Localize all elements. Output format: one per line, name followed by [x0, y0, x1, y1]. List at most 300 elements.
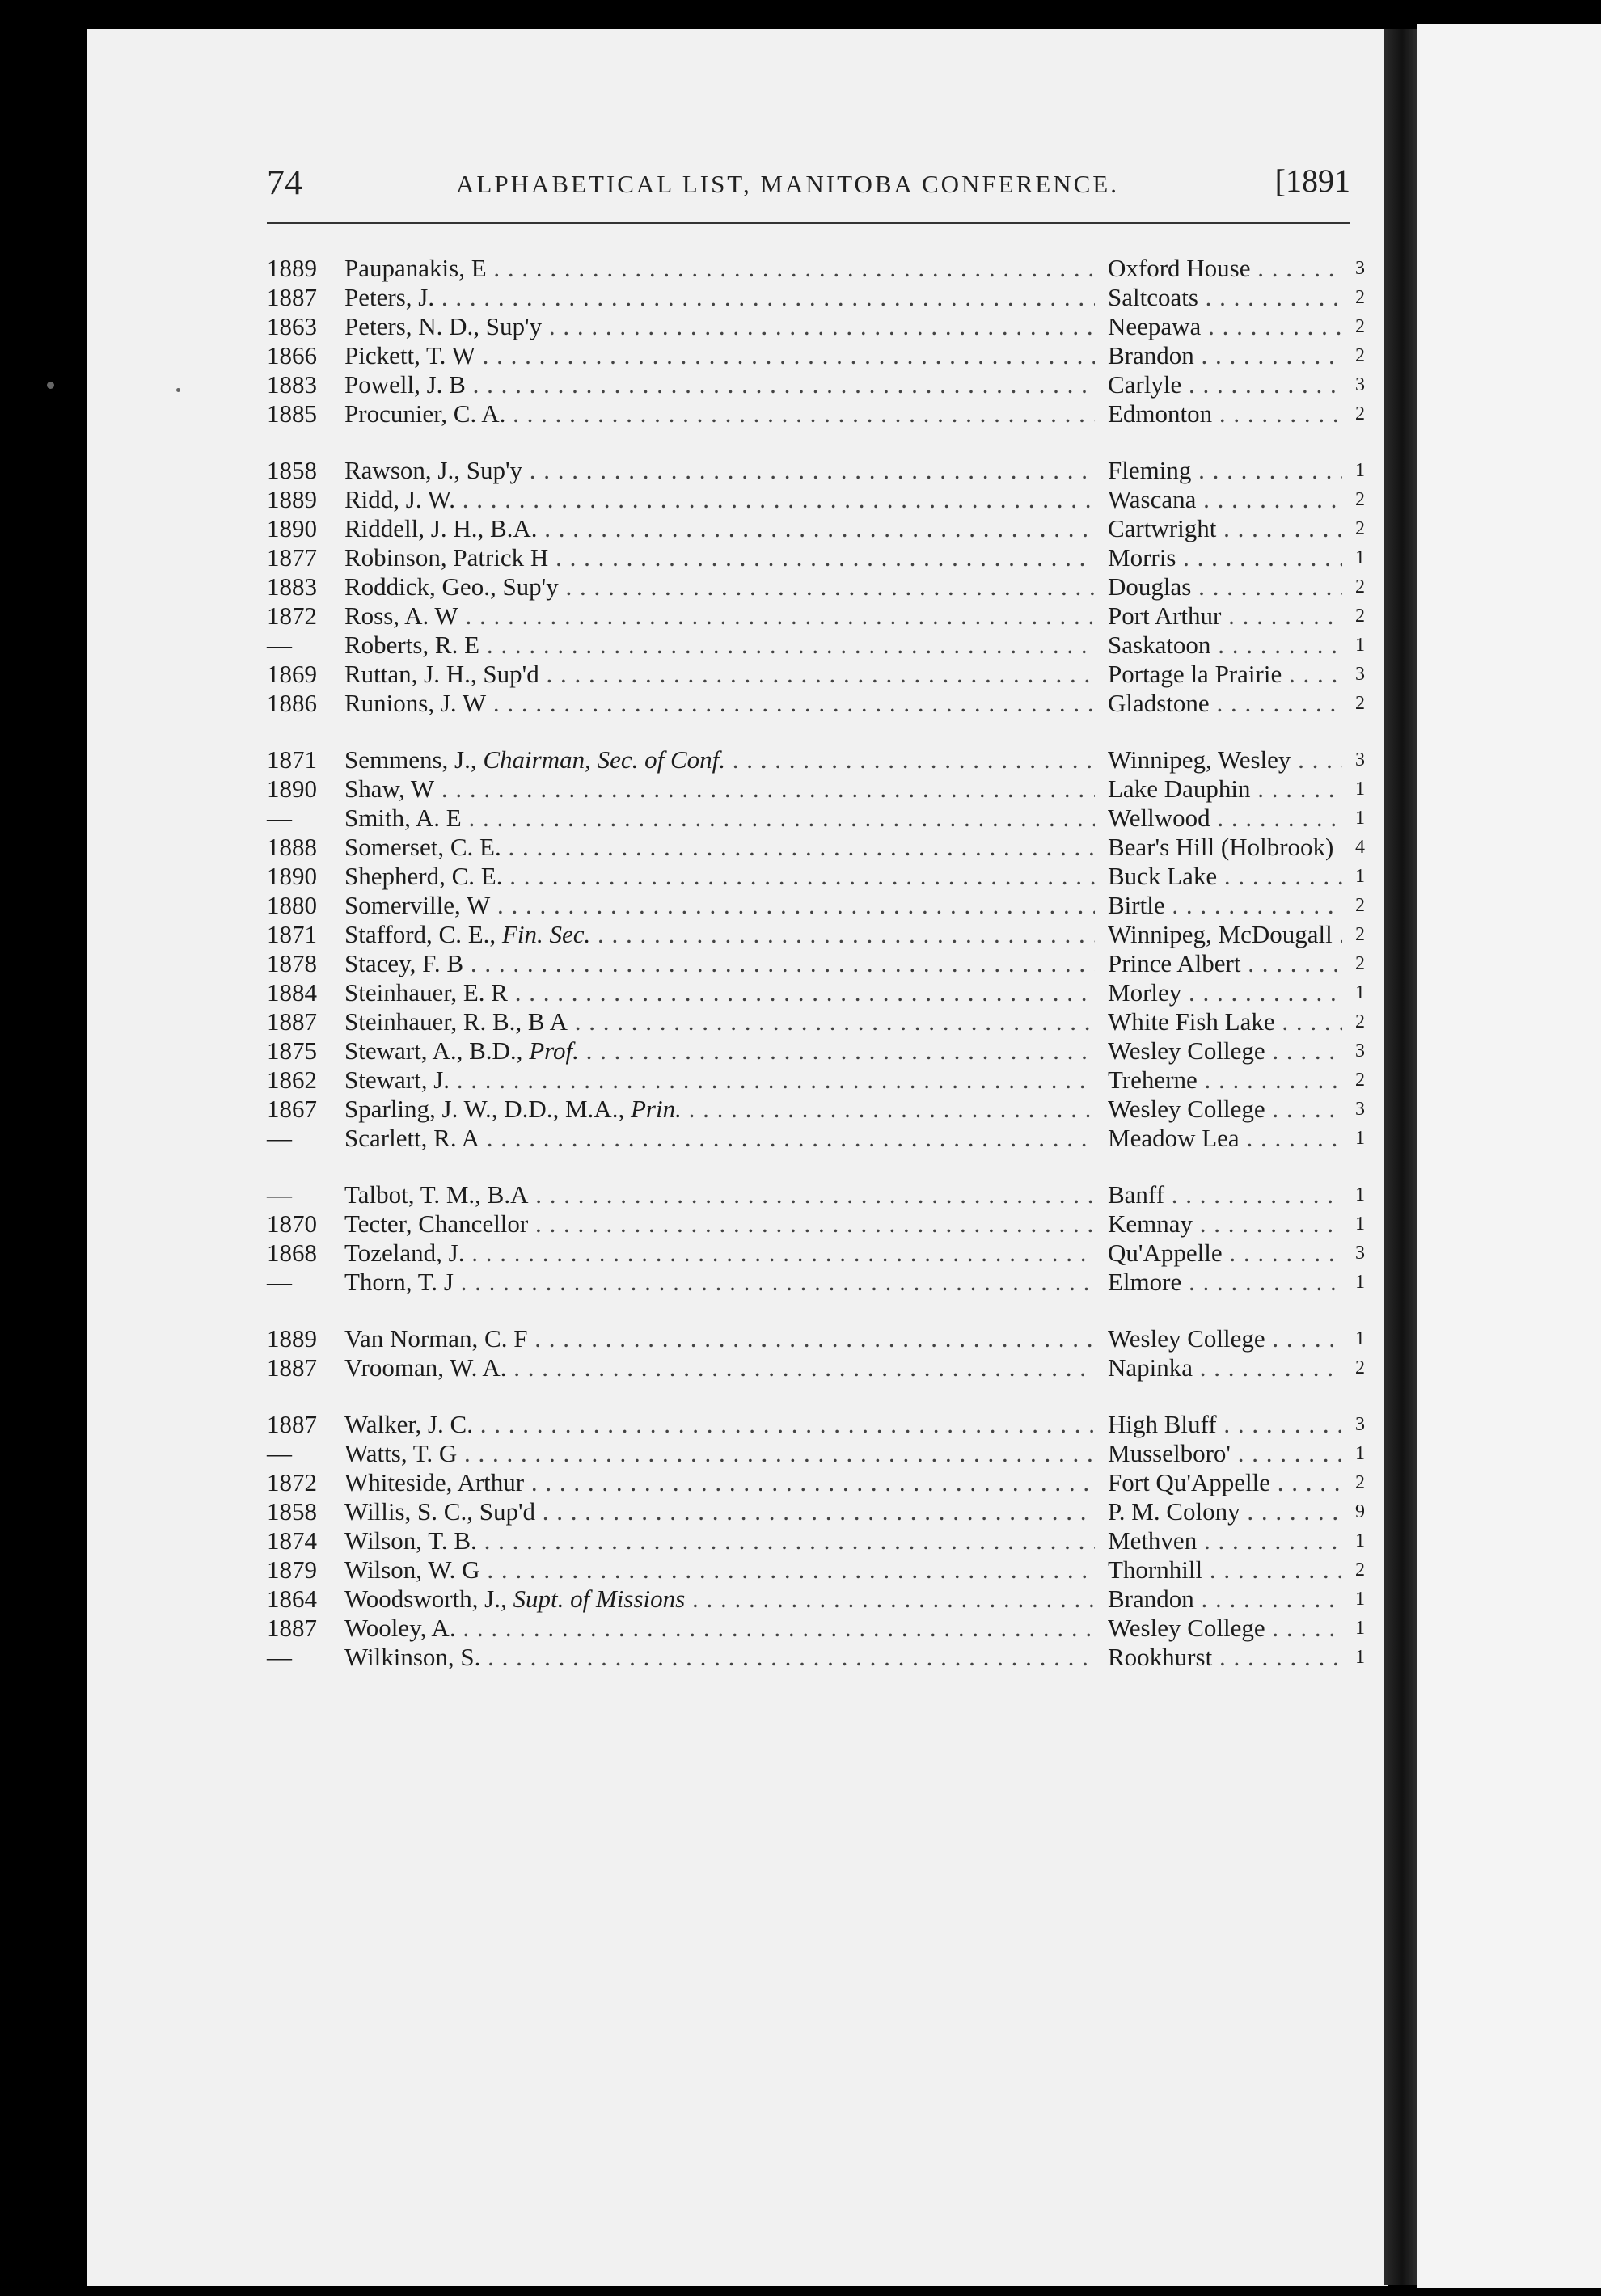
entry-year: 1870 [267, 1209, 317, 1238]
station-name [1108, 689, 1342, 718]
minister-office: Prof. [529, 1036, 579, 1065]
entry-year: 1890 [267, 514, 317, 542]
entry-year: 1866 [267, 341, 317, 369]
minister-name-text: Peters, J. [344, 283, 435, 311]
station-name [1108, 1643, 1342, 1672]
station-name [1108, 745, 1342, 774]
years-on-station: 1 [1355, 1184, 1365, 1205]
book-spine [1384, 29, 1420, 2285]
station-name [1108, 1124, 1342, 1153]
entry-year: 1889 [267, 485, 317, 513]
minister-name-text: Wilson, W. G [344, 1555, 480, 1584]
station-name [1108, 1555, 1342, 1585]
station-name [1108, 601, 1342, 631]
station-name [1108, 949, 1342, 978]
years-on-station: 4 [1355, 837, 1365, 858]
list-row [267, 1555, 1367, 1585]
station-name-text: Fleming [1108, 456, 1192, 484]
years-on-station: 2 [1355, 1357, 1365, 1378]
entry-year: 1878 [267, 949, 317, 977]
station-name-text: Saltcoats [1108, 283, 1198, 311]
entry-year: 1890 [267, 774, 317, 803]
entry-year: 1871 [267, 745, 317, 774]
list-row [267, 1095, 1367, 1124]
station-name-text: Prince Albert [1108, 949, 1241, 977]
minister-name [344, 804, 1095, 833]
entry-year: — [267, 1124, 292, 1152]
minister-name [344, 1239, 1095, 1268]
entry-year: 1872 [267, 1468, 317, 1496]
entry-year: 1871 [267, 920, 317, 948]
station-name-text: Lake Dauphin [1108, 774, 1251, 803]
minister-name [344, 1180, 1095, 1209]
scan-speck [47, 382, 54, 389]
years-on-station: 1 [1355, 1589, 1365, 1610]
minister-name [344, 862, 1095, 891]
minister-name-text: Somerset, C. E. [344, 833, 501, 861]
list-row [267, 399, 1367, 428]
minister-name-text: Stewart, J. [344, 1066, 450, 1094]
minister-name [344, 1497, 1095, 1526]
entry-year: 1883 [267, 572, 317, 601]
station-name-text: Morris [1108, 543, 1176, 572]
entry-year: 1887 [267, 1410, 317, 1438]
years-on-station: 1 [1355, 1530, 1365, 1551]
entry-year: 1867 [267, 1095, 317, 1123]
entry-year: 1884 [267, 978, 317, 1007]
minister-name [344, 1268, 1095, 1297]
minister-name-text: Pickett, T. W [344, 341, 475, 369]
list-row [267, 920, 1367, 949]
station-name [1108, 1007, 1342, 1036]
entry-year: 1887 [267, 1614, 317, 1642]
minister-name [344, 1468, 1095, 1497]
station-name [1108, 1066, 1342, 1095]
list-row [267, 1324, 1367, 1353]
entry-year: — [267, 1268, 292, 1296]
minister-name [344, 1353, 1095, 1382]
list-row [267, 601, 1367, 631]
station-name-text: Edmonton [1108, 399, 1213, 428]
minister-name-text: Whiteside, Arthur [344, 1468, 525, 1496]
list-row [267, 514, 1367, 543]
entry-year: 1877 [267, 543, 317, 572]
minister-name [344, 689, 1095, 718]
station-name-text: Thornhill [1108, 1555, 1203, 1584]
list-row [267, 978, 1367, 1007]
years-on-station: 2 [1355, 345, 1365, 366]
years-on-station: 3 [1355, 1099, 1365, 1120]
list-row [267, 1268, 1367, 1297]
station-name [1108, 1239, 1342, 1268]
station-name [1108, 312, 1342, 341]
minister-name-text: Powell, J. B [344, 370, 466, 399]
list-row [267, 1526, 1367, 1555]
group-spacer [267, 1382, 1367, 1410]
list-row [267, 1036, 1367, 1066]
station-name-text: Buck Lake [1108, 862, 1218, 890]
list-row [267, 1239, 1367, 1268]
list-row [267, 1643, 1367, 1672]
minister-name [344, 1585, 1095, 1614]
station-name-text: Elmore [1108, 1268, 1182, 1296]
list-row [267, 1410, 1367, 1439]
years-on-station: 3 [1355, 374, 1365, 395]
station-name-text: P. M. Colony [1108, 1497, 1240, 1526]
minister-name [344, 1614, 1095, 1643]
station-name-text: Qu'Appelle [1108, 1239, 1223, 1267]
station-name [1108, 514, 1342, 543]
group-spacer [267, 428, 1367, 456]
list-row [267, 370, 1367, 399]
list-row [267, 949, 1367, 978]
minister-name-text: Semmens, J., [344, 745, 484, 774]
station-name [1108, 774, 1342, 804]
station-name [1108, 283, 1342, 312]
list-row [267, 1353, 1367, 1382]
list-row [267, 745, 1367, 774]
page-number: 74 [267, 162, 302, 202]
minister-name-text: Somerville, W [344, 891, 491, 919]
years-on-station: 3 [1355, 664, 1365, 685]
list-row [267, 1497, 1367, 1526]
list-row [267, 1180, 1367, 1209]
minister-name-text: Ross, A. W [344, 601, 458, 630]
station-name-text: Morley [1108, 978, 1182, 1007]
list-row [267, 774, 1367, 804]
list-row [267, 1468, 1367, 1497]
minister-name [344, 370, 1095, 399]
years-on-station: 1 [1355, 1618, 1365, 1639]
minister-office: Fin. Sec. [501, 920, 591, 948]
page-header [267, 162, 1350, 210]
station-name-text: Brandon [1108, 341, 1194, 369]
minister-name-text: Wilson, T. B. [344, 1526, 477, 1555]
station-name [1108, 1614, 1342, 1643]
years-on-station: 3 [1355, 1040, 1365, 1061]
station-name [1108, 485, 1342, 514]
list-row [267, 312, 1367, 341]
entry-year: 1889 [267, 254, 317, 282]
minister-name-text: Robinson, Patrick H [344, 543, 549, 572]
station-name [1108, 1353, 1342, 1382]
station-name-text: Wascana [1108, 485, 1197, 513]
years-on-station: 3 [1355, 749, 1365, 770]
station-name [1108, 631, 1342, 660]
list-row [267, 833, 1367, 862]
station-name [1108, 978, 1342, 1007]
minister-name [344, 1324, 1095, 1353]
minister-name-text: Rawson, J., Sup'y [344, 456, 523, 484]
station-name [1108, 862, 1342, 891]
minister-name [344, 1526, 1095, 1555]
minister-name [344, 1007, 1095, 1036]
station-name-text: Wesley College [1108, 1095, 1265, 1123]
years-on-station: 2 [1355, 403, 1365, 424]
station-name-text: Rookhurst [1108, 1643, 1213, 1671]
years-on-station: 1 [1355, 779, 1365, 800]
minister-name [344, 1066, 1095, 1095]
minister-name [344, 312, 1095, 341]
station-name-text: Napinka [1108, 1353, 1193, 1382]
group-spacer [267, 1297, 1367, 1324]
entry-year: 1875 [267, 1036, 317, 1065]
station-name-text: Port Arthur [1108, 601, 1222, 630]
years-on-station: 9 [1355, 1501, 1365, 1522]
station-name-text: Kemnay [1108, 1209, 1193, 1238]
minister-name [344, 601, 1095, 631]
entry-year: 1858 [267, 1497, 317, 1526]
header-rule [267, 222, 1350, 224]
years-on-station: 2 [1355, 518, 1365, 539]
list-row [267, 1614, 1367, 1643]
years-on-station: 2 [1355, 287, 1365, 308]
minister-name [344, 485, 1095, 514]
minister-name [344, 456, 1095, 485]
minister-name [344, 833, 1095, 862]
years-on-station: 2 [1355, 693, 1365, 714]
years-on-station: 1 [1355, 1443, 1365, 1464]
running-title: ALPHABETICAL LIST, MANITOBA CONFERENCE. [456, 170, 1119, 198]
minister-name-text: Stewart, A., B.D., [344, 1036, 530, 1065]
station-name-text: Douglas [1108, 572, 1192, 601]
entry-year: — [267, 1643, 292, 1671]
station-name-text: Treherne [1108, 1066, 1198, 1094]
list-row [267, 1585, 1367, 1614]
minister-name [344, 745, 1095, 774]
ministers-list [267, 254, 1367, 1672]
minister-name-text: Vrooman, W. A. [344, 1353, 507, 1382]
minister-name-text: Van Norman, C. F [344, 1324, 528, 1353]
years-on-station: 1 [1355, 1213, 1365, 1235]
list-row [267, 631, 1367, 660]
minister-office: Chairman, Sec. of Conf. [483, 745, 726, 774]
station-name-text: High Bluff [1108, 1410, 1217, 1438]
minister-name [344, 254, 1095, 283]
station-name-text: Fort Qu'Appelle [1108, 1468, 1271, 1496]
entry-year: 1879 [267, 1555, 317, 1584]
list-row [267, 862, 1367, 891]
years-on-station: 3 [1355, 258, 1365, 279]
station-name-text: Wesley College [1108, 1614, 1265, 1642]
minister-name-text: Thorn, T. J [344, 1268, 454, 1296]
minister-name-text: Ridd, J. W. [344, 485, 455, 513]
years-on-station: 1 [1355, 635, 1365, 656]
entry-year: 1886 [267, 689, 317, 717]
entry-year: 1868 [267, 1239, 317, 1267]
minister-name-text: Talbot, T. M., B.A [344, 1180, 529, 1209]
station-name [1108, 660, 1342, 689]
station-name-text: Cartwright [1108, 514, 1217, 542]
minister-name [344, 283, 1095, 312]
station-name-text: Meadow Lea [1108, 1124, 1240, 1152]
list-row [267, 689, 1367, 718]
minister-name-text: Steinhauer, R. B., B A [344, 1007, 568, 1036]
years-on-station: 2 [1355, 606, 1365, 627]
entry-year: 1864 [267, 1585, 317, 1613]
minister-name-text: Roberts, R. E [344, 631, 480, 659]
list-row [267, 804, 1367, 833]
entry-year: 1863 [267, 312, 317, 340]
list-row [267, 1209, 1367, 1239]
station-name [1108, 1468, 1342, 1497]
minister-name-text: Wilkinson, S. [344, 1643, 481, 1671]
entry-year: 1885 [267, 399, 317, 428]
years-on-station: 2 [1355, 924, 1365, 945]
station-name [1108, 341, 1342, 370]
minister-name-text: Tozeland, J. [344, 1239, 465, 1267]
years-on-station: 2 [1355, 489, 1365, 510]
station-name-text: Neepawa [1108, 312, 1202, 340]
minister-name-text: Steinhauer, E. R [344, 978, 508, 1007]
station-name [1108, 1497, 1342, 1526]
year-mark: [1891 [1274, 162, 1350, 199]
years-on-station: 2 [1355, 576, 1365, 597]
minister-name-text: Roddick, Geo., Sup'y [344, 572, 559, 601]
station-name-text: Brandon [1108, 1585, 1194, 1613]
station-name-text: Wesley College [1108, 1324, 1265, 1353]
years-on-station: 1 [1355, 1328, 1365, 1349]
entry-year: 1883 [267, 370, 317, 399]
minister-name [344, 660, 1095, 689]
group-spacer [267, 718, 1367, 745]
minister-name-text: Walker, J. C. [344, 1410, 473, 1438]
station-name [1108, 370, 1342, 399]
station-name [1108, 1526, 1342, 1555]
minister-name [344, 341, 1095, 370]
station-name-text: Winnipeg, Wesley [1108, 745, 1291, 774]
years-on-station: 1 [1355, 1647, 1365, 1668]
entry-year: — [267, 1180, 292, 1209]
years-on-station: 2 [1355, 1472, 1365, 1493]
years-on-station: 2 [1355, 316, 1365, 337]
entry-year: 1887 [267, 283, 317, 311]
minister-name [344, 1209, 1095, 1239]
minister-name-text: Procunier, C. A. [344, 399, 506, 428]
minister-name-text: Willis, S. C., Sup'd [344, 1497, 536, 1526]
entry-year: 1880 [267, 891, 317, 919]
entry-year: 1874 [267, 1526, 317, 1555]
station-name-text: Oxford House [1108, 254, 1251, 282]
entry-year: 1872 [267, 601, 317, 630]
scan-speck [176, 388, 180, 392]
minister-name [344, 920, 1095, 949]
minister-name [344, 514, 1095, 543]
minister-name [344, 399, 1095, 428]
entry-year: 1887 [267, 1007, 317, 1036]
years-on-station: 1 [1355, 460, 1365, 481]
entry-year: 1858 [267, 456, 317, 484]
entry-year: — [267, 631, 292, 659]
entry-year: 1889 [267, 1324, 317, 1353]
station-name-text: Musselboro' [1108, 1439, 1231, 1467]
station-name [1108, 804, 1342, 833]
minister-name-text: Sparling, J. W., D.D., M.A., [344, 1095, 631, 1123]
minister-name-text: Stafford, C. E., [344, 920, 502, 948]
minister-name-text: Woodsworth, J., [344, 1585, 513, 1613]
group-spacer [267, 1153, 1367, 1180]
minister-name-text: Runions, J. W [344, 689, 487, 717]
minister-name-text: Tecter, Chancellor [344, 1209, 529, 1238]
entry-year: 1888 [267, 833, 317, 861]
minister-name [344, 1036, 1095, 1066]
station-name [1108, 1324, 1342, 1353]
minister-name [344, 978, 1095, 1007]
list-row [267, 485, 1367, 514]
minister-name [344, 1643, 1095, 1672]
entry-year: 1862 [267, 1066, 317, 1094]
station-name-text: Wellwood [1108, 804, 1210, 832]
station-name [1108, 1439, 1342, 1468]
station-name [1108, 399, 1342, 428]
station-name-text: Banff [1108, 1180, 1165, 1209]
station-name [1108, 456, 1342, 485]
minister-office: Supt. of Missions [513, 1585, 686, 1613]
station-name-text: Portage la Prairie [1108, 660, 1282, 688]
station-name [1108, 1209, 1342, 1239]
station-name-text: Wesley College [1108, 1036, 1265, 1065]
minister-name [344, 1095, 1095, 1124]
facing-page-edge [1417, 24, 1601, 2288]
list-row [267, 341, 1367, 370]
station-name [1108, 1036, 1342, 1066]
list-row [267, 1439, 1367, 1468]
minister-name [344, 572, 1095, 601]
list-row [267, 1124, 1367, 1153]
minister-name [344, 1410, 1095, 1439]
years-on-station: 3 [1355, 1243, 1365, 1264]
years-on-station: 2 [1355, 1560, 1365, 1581]
minister-name [344, 1439, 1095, 1468]
list-row [267, 1066, 1367, 1095]
years-on-station: 1 [1355, 982, 1365, 1003]
station-name [1108, 1180, 1342, 1209]
station-name-text: Carlyle [1108, 370, 1182, 399]
station-name-text: Methven [1108, 1526, 1198, 1555]
station-name [1108, 1095, 1342, 1124]
minister-name [344, 543, 1095, 572]
minister-name-text: Smith, A. E [344, 804, 462, 832]
years-on-station: 1 [1355, 808, 1365, 829]
minister-name-text: Wooley, A. [344, 1614, 456, 1642]
years-on-station: 2 [1355, 1011, 1365, 1032]
minister-name [344, 949, 1095, 978]
station-name [1108, 543, 1342, 572]
minister-name [344, 774, 1095, 804]
minister-office: Prin. [630, 1095, 682, 1123]
entry-year: 1887 [267, 1353, 317, 1382]
station-name [1108, 920, 1342, 949]
station-name [1108, 1268, 1342, 1297]
minister-name-text: Scarlett, R. A [344, 1124, 480, 1152]
years-on-station: 1 [1355, 866, 1365, 887]
station-name-text: White Fish Lake [1108, 1007, 1275, 1036]
station-name [1108, 572, 1342, 601]
minister-name-text: Shepherd, C. E. [344, 862, 503, 890]
minister-name-text: Shaw, W [344, 774, 435, 803]
station-name-text: Birtle [1108, 891, 1165, 919]
list-row [267, 543, 1367, 572]
station-name-text: Winnipeg, McDougall [1108, 920, 1333, 948]
list-row [267, 254, 1367, 283]
list-row [267, 283, 1367, 312]
years-on-station: 1 [1355, 1128, 1365, 1149]
station-name [1108, 1410, 1342, 1439]
minister-name-text: Peters, N. D., Sup'y [344, 312, 543, 340]
station-name [1108, 891, 1342, 920]
list-row [267, 572, 1367, 601]
list-row [267, 456, 1367, 485]
